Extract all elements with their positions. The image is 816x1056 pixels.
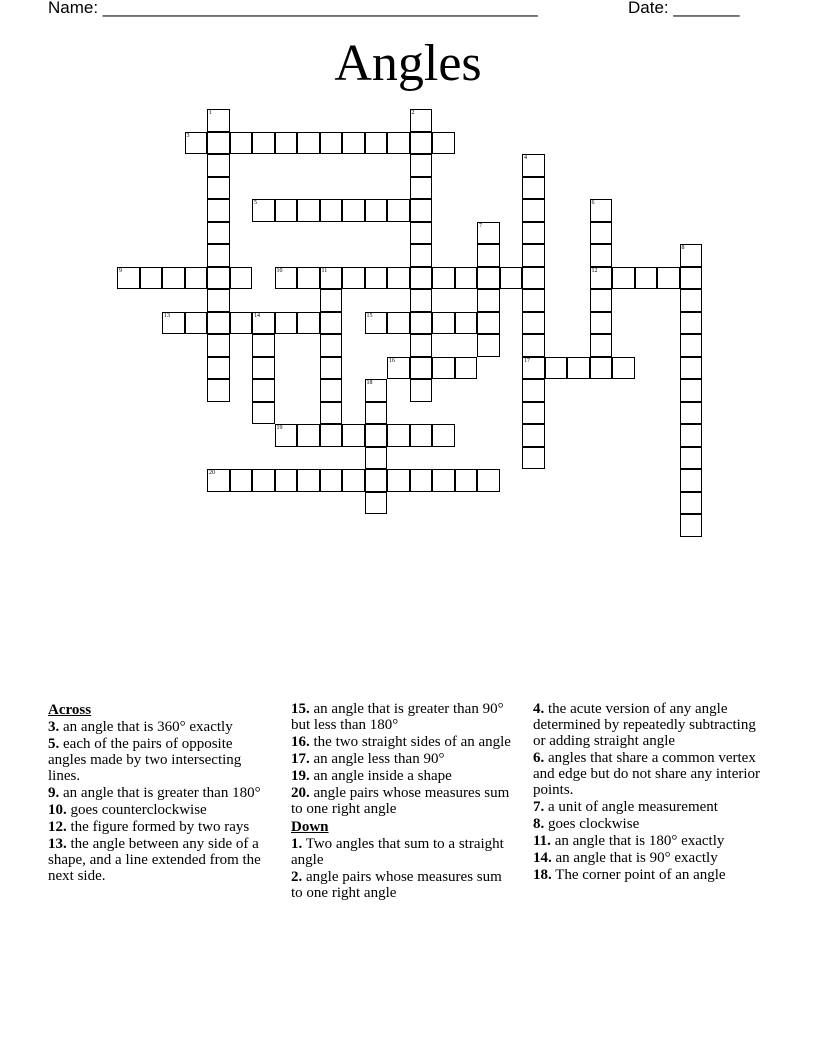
clue-number: 11. (533, 833, 551, 849)
grid-cell[interactable] (297, 424, 320, 447)
grid-cell[interactable] (680, 469, 703, 492)
grid-cell[interactable] (342, 132, 365, 155)
grid-cell[interactable] (590, 244, 613, 267)
grid-cell[interactable] (590, 289, 613, 312)
grid-cell[interactable] (432, 312, 455, 335)
grid-cell[interactable] (185, 312, 208, 335)
clue-text: an angle that is greater than 180° (63, 785, 261, 801)
grid-cell[interactable] (252, 357, 275, 380)
grid-cell[interactable] (680, 447, 703, 470)
grid-cell[interactable] (297, 132, 320, 155)
grid-cell[interactable] (522, 177, 545, 200)
grid-cell[interactable] (432, 357, 455, 380)
grid-cell[interactable] (522, 312, 545, 335)
clue-number: 16. (291, 734, 310, 750)
grid-cell[interactable] (275, 132, 298, 155)
grid-cell[interactable] (162, 267, 185, 290)
grid-cell[interactable] (635, 267, 658, 290)
grid-cell[interactable] (410, 199, 433, 222)
grid-cell[interactable] (207, 267, 230, 290)
grid-cell[interactable] (410, 244, 433, 267)
grid-cell[interactable] (365, 267, 388, 290)
grid-cell[interactable] (140, 267, 163, 290)
grid-cell[interactable] (410, 379, 433, 402)
clue-number-label: 2 (411, 110, 415, 116)
grid-cell[interactable] (320, 312, 343, 335)
grid-cell[interactable] (680, 424, 703, 447)
grid-cell[interactable] (612, 357, 635, 380)
grid-cell[interactable] (342, 199, 365, 222)
grid-cell[interactable] (680, 357, 703, 380)
clues-column-2 (291, 700, 513, 901)
clue-number: 7. (533, 799, 545, 815)
grid-cell[interactable] (252, 334, 275, 357)
grid-cell[interactable] (567, 357, 590, 380)
grid-cell[interactable] (365, 132, 388, 155)
grid-cell[interactable] (410, 267, 433, 290)
across-heading: Across (48, 702, 92, 718)
grid-cell[interactable] (477, 469, 500, 492)
across-clue (48, 736, 270, 784)
grid-cell[interactable] (477, 267, 500, 290)
clue-number: 6. (533, 750, 545, 766)
clue-number: 20. (291, 785, 310, 801)
grid-cell[interactable] (410, 357, 433, 380)
clue-number-label: 10 (276, 267, 283, 274)
clue-number: 3. (48, 719, 60, 735)
down-clue (533, 867, 763, 883)
clue-number-label: 6 (591, 200, 595, 206)
grid-cell[interactable] (455, 469, 478, 492)
across-clue (48, 785, 270, 801)
across-clue (291, 701, 513, 733)
clue-number: 14. (533, 850, 552, 866)
grid-cell[interactable] (185, 267, 208, 290)
grid-cell[interactable] (590, 334, 613, 357)
grid-cell[interactable] (365, 469, 388, 492)
name-field-label[interactable]: Name: ______________________________________________ (48, 0, 538, 17)
grid-cell[interactable] (387, 199, 410, 222)
grid-cell[interactable] (342, 424, 365, 447)
grid-cell[interactable] (410, 222, 433, 245)
grid-cell[interactable] (522, 267, 545, 290)
clue-text: the figure formed by two rays (70, 819, 250, 835)
grid-cell[interactable] (207, 334, 230, 357)
clue-text: the acute version of any angle determined by repeatedly subtracting or adding straight angle (533, 701, 756, 749)
grid-cell[interactable] (320, 469, 343, 492)
grid-cell[interactable] (432, 424, 455, 447)
clue-text: angle pairs whose measures sum to one right angle (291, 785, 510, 817)
clue-number: 18. (533, 867, 552, 883)
clue-number-label: 19 (276, 425, 283, 431)
grid-cell[interactable] (477, 289, 500, 312)
grid-cell[interactable] (680, 312, 703, 335)
grid-cell[interactable] (207, 244, 230, 267)
grid-cell[interactable] (477, 334, 500, 357)
clue-number-label: 9 (119, 267, 122, 274)
clue-number-label: 13 (164, 312, 170, 319)
clue-number-label: 1 (209, 110, 212, 116)
down-clue (533, 750, 763, 798)
grid-cell[interactable] (410, 312, 433, 335)
clues-column-3 (533, 700, 763, 883)
clue-number: 8. (533, 816, 545, 832)
grid-cell[interactable] (680, 289, 703, 312)
grid-cell[interactable] (387, 424, 410, 447)
clue-text: an angle that is 90° exactly (555, 850, 718, 866)
grid-cell[interactable] (680, 514, 703, 537)
grid-cell[interactable] (522, 289, 545, 312)
grid-cell[interactable] (522, 447, 545, 470)
grid-cell[interactable] (342, 267, 365, 290)
grid-cell[interactable] (387, 469, 410, 492)
grid-cell[interactable] (297, 312, 320, 335)
grid-cell[interactable] (455, 357, 478, 380)
clue-number-label: 3 (186, 132, 190, 139)
down-clue (533, 799, 763, 815)
grid-cell[interactable] (207, 379, 230, 402)
across-clue (48, 836, 270, 884)
grid-cell[interactable] (410, 132, 433, 155)
grid-cell[interactable] (297, 199, 320, 222)
grid-cell[interactable] (477, 312, 500, 335)
clue-number: 2. (291, 869, 303, 885)
across-clue (48, 719, 270, 735)
grid-cell[interactable] (297, 267, 320, 290)
grid-cell[interactable] (590, 312, 613, 335)
grid-cell[interactable] (522, 379, 545, 402)
grid-cell[interactable] (522, 424, 545, 447)
grid-cell[interactable] (207, 357, 230, 380)
clue-number: 1. (291, 836, 303, 852)
down-clue (291, 869, 513, 901)
grid-cell[interactable] (252, 379, 275, 402)
clue-text: The corner point of an angle (555, 867, 726, 883)
grid-cell[interactable] (207, 289, 230, 312)
clue-text: angles that share a common vertex and edge but do not share any interior points. (533, 750, 761, 798)
grid-cell[interactable] (387, 267, 410, 290)
grid-cell[interactable] (680, 492, 703, 515)
grid-cell[interactable] (365, 402, 388, 425)
grid-cell[interactable] (230, 469, 253, 492)
grid-cell[interactable] (657, 267, 680, 290)
grid-cell[interactable] (432, 267, 455, 290)
clue-text: an angle that is 360° exactly (63, 719, 233, 735)
grid-cell[interactable] (680, 267, 703, 290)
grid-cell[interactable] (207, 312, 230, 335)
grid-cell[interactable] (590, 222, 613, 245)
grid-cell[interactable] (207, 154, 230, 177)
clue-number: 5. (48, 736, 60, 752)
clue-number-label: 8 (681, 245, 685, 251)
clue-text: each of the pairs of opposite angles made by two intersecting lines. (48, 736, 242, 784)
grid-cell[interactable] (612, 267, 635, 290)
clue-text: an angle that is 180° exactly (554, 833, 725, 849)
grid-cell[interactable] (522, 199, 545, 222)
clue-text: Two angles that sum to a straight angle (291, 836, 504, 868)
clue-number-label: 5 (254, 200, 257, 206)
clue-text: a unit of angle measurement (548, 799, 718, 815)
grid-cell[interactable] (297, 469, 320, 492)
down-clue (533, 833, 763, 849)
grid-cell[interactable] (522, 334, 545, 357)
down-heading: Down (291, 819, 329, 835)
clue-number: 15. (291, 701, 310, 717)
grid-cell[interactable] (320, 289, 343, 312)
clue-number-label: 7 (479, 222, 482, 229)
across-clue (291, 785, 513, 817)
clue-number-label: 16 (389, 357, 395, 364)
grid-cell[interactable] (320, 132, 343, 155)
across-clue (291, 734, 513, 750)
grid-cell[interactable] (365, 447, 388, 470)
grid-cell[interactable] (275, 199, 298, 222)
clue-text: the two straight sides of an angle (313, 734, 511, 750)
down-clue (533, 816, 763, 832)
grid-cell[interactable] (387, 132, 410, 155)
grid-cell[interactable] (432, 132, 455, 155)
grid-cell[interactable] (455, 312, 478, 335)
grid-cell[interactable] (680, 402, 703, 425)
clue-number-label: 20 (209, 470, 215, 476)
grid-cell[interactable] (230, 132, 253, 155)
grid-cell[interactable] (522, 244, 545, 267)
clue-number: 19. (291, 768, 310, 784)
clue-number: 17. (291, 751, 310, 767)
grid-cell[interactable] (252, 132, 275, 155)
page-title: Angles (334, 35, 482, 92)
grid-cell[interactable] (320, 424, 343, 447)
clue-number: 13. (48, 836, 67, 852)
down-clue (533, 850, 763, 866)
across-clue (48, 819, 270, 835)
clue-text: angle pairs whose measures sum to one right angle (291, 869, 502, 901)
grid-cell[interactable] (252, 469, 275, 492)
grid-cell[interactable] (320, 334, 343, 357)
across-clue (48, 802, 270, 818)
grid-cell[interactable] (207, 199, 230, 222)
grid-cell[interactable] (320, 379, 343, 402)
grid-cell[interactable] (410, 424, 433, 447)
clue-text: the angle between any side of a shape, and a line extended from the next side. (48, 836, 261, 884)
grid-cell[interactable] (207, 132, 230, 155)
grid-cell[interactable] (680, 379, 703, 402)
grid-cell[interactable] (500, 267, 523, 290)
grid-cell[interactable] (252, 402, 275, 425)
grid-cell[interactable] (432, 469, 455, 492)
clue-number-label: 14 (254, 312, 260, 319)
clues-column-1 (48, 700, 270, 884)
grid-cell[interactable] (477, 244, 500, 267)
grid-cell[interactable] (455, 267, 478, 290)
clue-number: 9. (48, 785, 60, 801)
across-clue (291, 751, 513, 767)
clue-number-label: 17 (524, 357, 530, 364)
down-clue (291, 836, 513, 868)
grid-cell[interactable] (230, 267, 253, 290)
grid-cell[interactable] (522, 222, 545, 245)
grid-cell[interactable] (365, 424, 388, 447)
clue-number-label: 18 (366, 380, 373, 386)
grid-cell[interactable] (410, 334, 433, 357)
grid-cell[interactable] (365, 492, 388, 515)
grid-cell[interactable] (387, 312, 410, 335)
across-clue (291, 768, 513, 784)
clue-text: an angle inside a shape (313, 768, 452, 784)
clue-number-label: 4 (524, 155, 527, 161)
date-field-label[interactable]: Date: _______ (628, 0, 740, 17)
grid-cell[interactable] (410, 469, 433, 492)
grid-cell[interactable] (320, 402, 343, 425)
clue-text: an angle less than 90° (313, 751, 445, 767)
down-clue (533, 701, 763, 749)
grid-cell[interactable] (680, 334, 703, 357)
grid-cell[interactable] (320, 357, 343, 380)
clue-number: 4. (533, 701, 545, 717)
grid-cell[interactable] (410, 154, 433, 177)
grid-cell[interactable] (275, 469, 298, 492)
grid-cell[interactable] (590, 357, 613, 380)
grid-cell[interactable] (207, 222, 230, 245)
grid-cell[interactable] (207, 177, 230, 200)
clue-number-label: 12 (591, 267, 598, 274)
clue-number: 12. (48, 819, 67, 835)
grid-cell[interactable] (365, 199, 388, 222)
grid-cell[interactable] (342, 469, 365, 492)
grid-cell[interactable] (522, 402, 545, 425)
grid-cell[interactable] (410, 289, 433, 312)
grid-cell[interactable] (410, 177, 433, 200)
clue-number-label: 11 (321, 267, 328, 274)
grid-cell[interactable] (320, 199, 343, 222)
grid-cell[interactable] (230, 312, 253, 335)
clue-text: goes clockwise (548, 816, 640, 832)
clue-text: goes counterclockwise (70, 802, 207, 818)
clue-number-label: 15 (366, 312, 373, 319)
clue-number: 10. (48, 802, 67, 818)
grid-cell[interactable] (275, 312, 298, 335)
clue-text: an angle that is greater than 90° but less than 180° (291, 701, 504, 733)
grid-cell[interactable] (545, 357, 568, 380)
